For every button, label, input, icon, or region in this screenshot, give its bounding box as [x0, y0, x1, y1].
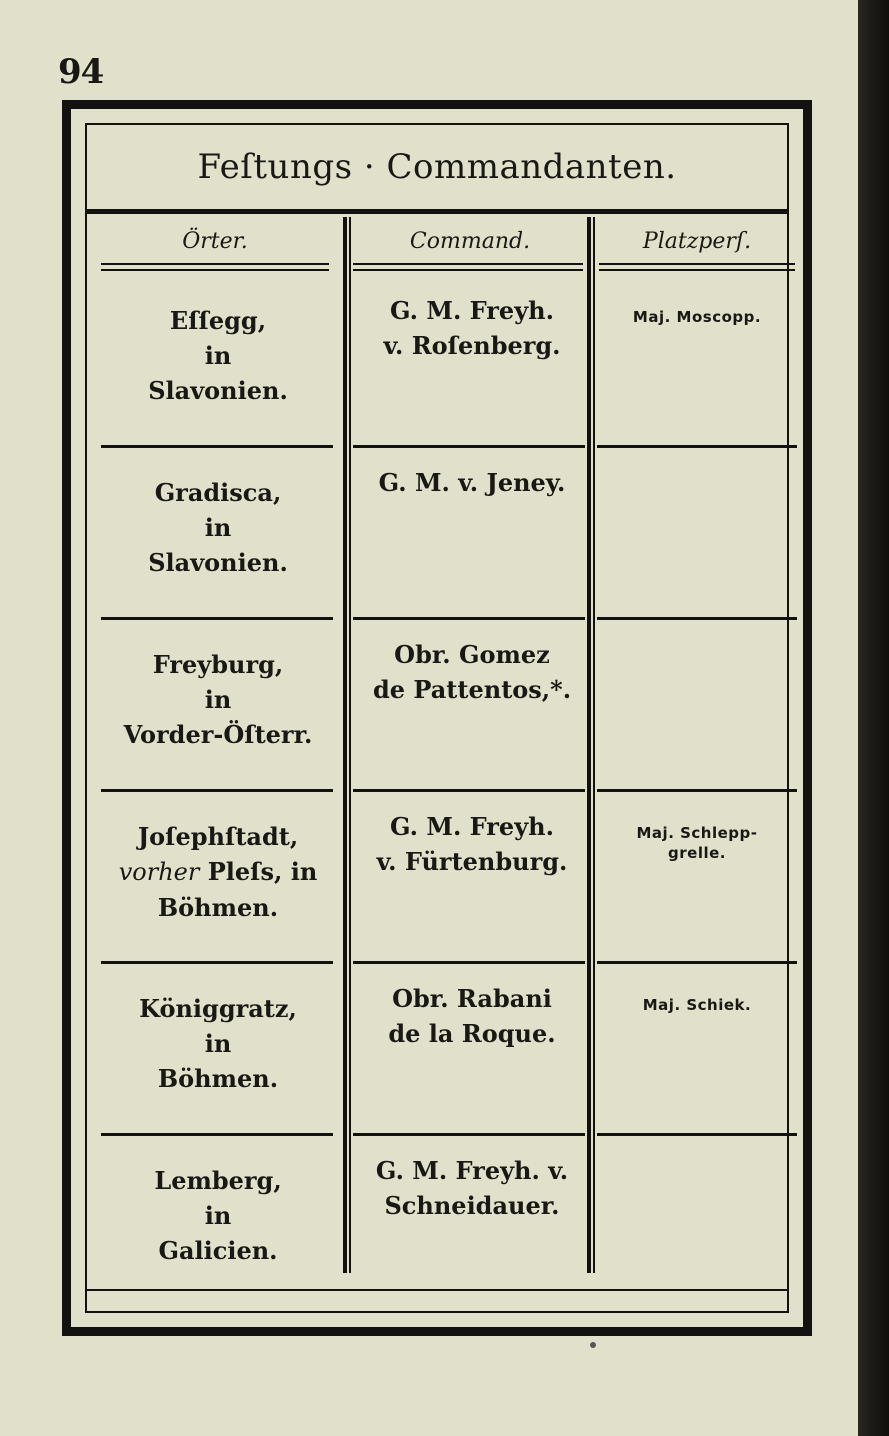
row-divider: [353, 961, 585, 964]
header-rule: [101, 269, 329, 271]
place-cell: [95, 991, 341, 1096]
place-cell-line: in: [204, 1201, 232, 1230]
place-cell: [95, 475, 341, 580]
command-cell: [355, 809, 589, 879]
platzpers-cell: [599, 823, 795, 863]
platzpers-cell-line: Maj. Schiek.: [642, 996, 752, 1014]
column-divider: [587, 217, 591, 1273]
command-cell-line: G. M. Freyh.: [390, 296, 554, 325]
place-cell: [95, 647, 341, 752]
command-cell: [355, 465, 589, 500]
command-cell-line: de la Roque.: [388, 1019, 556, 1048]
column-divider: [343, 217, 347, 1273]
table-frame: [62, 100, 812, 1336]
table-inner-border: [85, 123, 789, 1313]
place-cell: [95, 1163, 341, 1268]
header-rule: [599, 269, 795, 271]
header-command: Command.: [409, 228, 531, 254]
place-cell: [95, 303, 341, 408]
command-cell-line: Obr. Rabani: [392, 984, 552, 1013]
command-cell-line: Schneidauer.: [384, 1191, 560, 1220]
column-divider: [593, 217, 595, 1273]
header-oerter: Örter.: [182, 228, 248, 254]
command-cell: [355, 1153, 589, 1223]
command-cell: [355, 637, 589, 707]
command-cell-line: v. Fürtenburg.: [376, 847, 568, 876]
row-divider: [101, 789, 333, 792]
place-cell-line: Königgratz,: [139, 994, 297, 1023]
row-divider: [597, 617, 797, 620]
place-cell: [95, 819, 341, 925]
row-divider: [353, 617, 585, 620]
place-cell-line: in: [204, 1029, 232, 1058]
place-cell-line: Böhmen.: [157, 1064, 279, 1093]
platzpers-cell: [599, 307, 795, 327]
row-divider: [597, 1133, 797, 1136]
header-rule: [599, 263, 795, 265]
row-divider: [353, 445, 585, 448]
place-cell-line: Slavonien.: [148, 548, 288, 577]
place-cell-line: Vorder-Öſterr.: [123, 720, 313, 749]
row-divider: [101, 617, 333, 620]
place-cell-line: in: [204, 341, 232, 370]
place-cell-line: Böhmen.: [157, 893, 279, 922]
row-divider: [101, 445, 333, 448]
platzpers-cell-line: Maj. Moscopp.: [632, 308, 762, 326]
row-divider: [597, 789, 797, 792]
command-cell-line: Obr. Gomez: [394, 640, 550, 669]
place-cell-line: Freyburg,: [152, 650, 284, 679]
header-rule: [101, 263, 329, 265]
command-cell-line: G. M. v. Jeney.: [378, 468, 566, 497]
row-divider: [353, 789, 585, 792]
row-divider: [101, 961, 333, 964]
bottom-rule: [87, 1289, 787, 1291]
row-divider: [353, 1133, 585, 1136]
place-cell-line: Lemberg,: [154, 1166, 282, 1195]
platzpers-cell-line: grelle.: [668, 844, 726, 862]
command-cell-line: v. Roſenberg.: [383, 331, 561, 360]
header-rule: [353, 269, 583, 271]
header-rule: [353, 263, 583, 265]
place-cell-line: Joſephſtadt,: [137, 822, 299, 851]
place-cell-line: in: [204, 685, 232, 714]
platzpers-cell: [599, 995, 795, 1015]
page-number: 94: [58, 52, 104, 92]
command-cell: [355, 981, 589, 1051]
place-cell-line: in: [204, 513, 232, 542]
table-title: Feſtungs · Commandanten.: [87, 125, 787, 214]
place-cell-line: Slavonien.: [148, 376, 288, 405]
row-divider: [101, 1133, 333, 1136]
column-divider: [349, 217, 351, 1273]
book-spine: [858, 0, 889, 1436]
platzpers-cell-line: Maj. Schlepp-: [636, 824, 758, 842]
row-divider: [597, 961, 797, 964]
place-cell-line: Galicien.: [158, 1236, 278, 1265]
command-cell-line: G. M. Freyh. v.: [375, 1156, 569, 1185]
header-platzpers: Platzperſ.: [642, 228, 752, 254]
place-cell-line: vorher Pleſs, in: [118, 857, 318, 886]
command-cell-line: de Pattentos,*.: [372, 675, 572, 704]
command-cell: [355, 293, 589, 363]
place-cell-line: Eſſegg,: [169, 306, 267, 335]
command-cell-line: G. M. Freyh.: [390, 812, 554, 841]
row-divider: [597, 445, 797, 448]
place-cell-line: Gradisca,: [154, 478, 282, 507]
ink-speck: [590, 1342, 596, 1348]
